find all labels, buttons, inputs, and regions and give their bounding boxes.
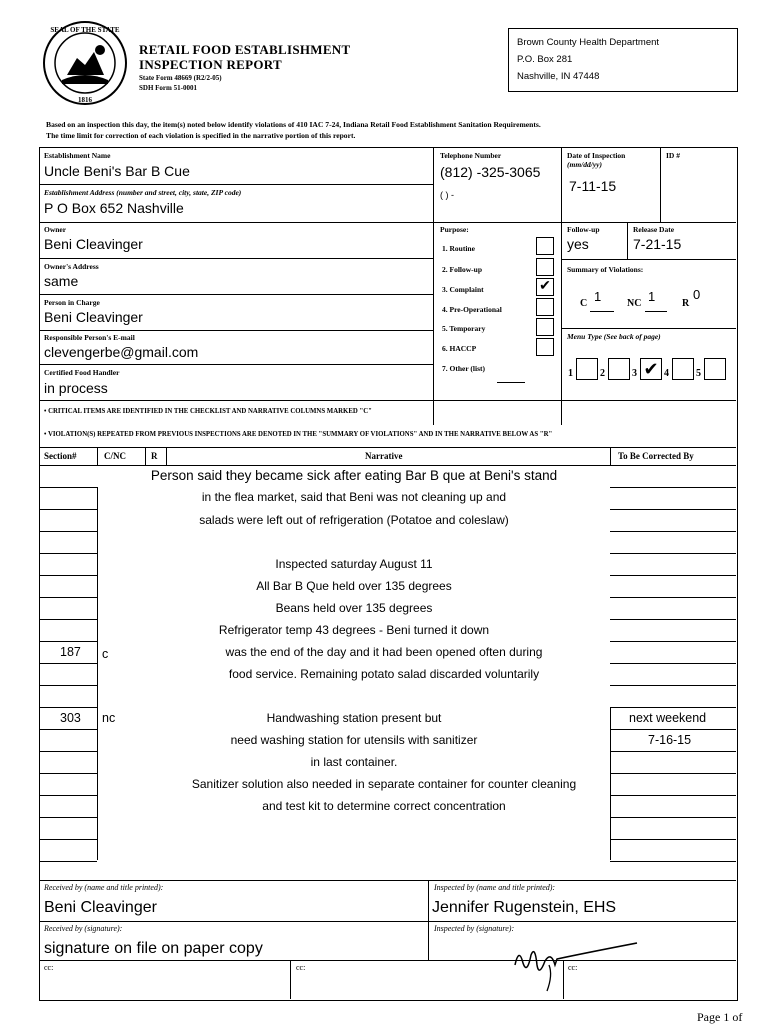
form-number-state: State Form 48669 (R2/2-05) (139, 74, 222, 82)
haccp-checkbox[interactable] (536, 338, 554, 356)
menu-number-1: 1 (568, 368, 573, 379)
followup-checkbox[interactable] (536, 258, 554, 276)
preoperational-checkbox[interactable] (536, 298, 554, 316)
person-in-charge-label: Person in Charge (44, 298, 100, 307)
row-divider (610, 663, 736, 664)
row-divider (39, 531, 97, 532)
row-divider (610, 597, 736, 598)
row-divider (39, 795, 97, 796)
row-divider (39, 861, 97, 862)
purpose-haccp: 6. HACCP (442, 344, 477, 353)
correct-by-value: next weekend (629, 711, 707, 725)
establishment-name[interactable]: Uncle Beni's Bar B Cue (44, 163, 190, 179)
row-divider (39, 487, 97, 488)
dept-city: Nashville, IN 47448 (517, 71, 600, 82)
row-divider (610, 773, 736, 774)
correct-by-date: 7-16-15 (648, 733, 692, 747)
menu-number-5: 5 (696, 368, 701, 379)
row-divider (39, 641, 97, 642)
form-frame (39, 147, 738, 1001)
narrative-line: Beans held over 135 degrees (275, 601, 433, 615)
narrative-line: Handwashing station present but (266, 711, 442, 725)
svg-text:1816: 1816 (78, 96, 92, 104)
row-divider (39, 619, 97, 620)
cnc-value: c (102, 647, 109, 661)
narrative-line: Inspected saturday August 11 (275, 557, 433, 571)
state-seal-logo (42, 20, 128, 106)
complaint-checkbox[interactable]: ✔ (536, 278, 554, 296)
establishment-address[interactable]: P O Box 652 Nashville (44, 200, 184, 216)
establishment-label: Establishment Name (44, 151, 111, 160)
food-handler-label: Certified Food Handler (44, 368, 120, 377)
release-date[interactable]: 7-21-15 (633, 236, 682, 252)
owner-label: Owner (44, 225, 67, 234)
narrative-line: need washing station for utensils with sanitizer (230, 733, 478, 747)
row-divider (39, 729, 97, 730)
nc-count[interactable]: 1 (648, 289, 656, 304)
narrative-line: salads were left out of refrigeration (Potatoe and coleslaw) (199, 513, 509, 527)
row-divider (39, 575, 97, 576)
row-divider (610, 729, 736, 730)
row-divider (610, 465, 736, 466)
purpose-routine: 1. Routine (442, 244, 475, 253)
row-divider (610, 531, 736, 532)
purpose-followup: 2. Follow-up (442, 265, 483, 274)
menu-box-1[interactable] (576, 358, 598, 380)
owner-address-label: Owner's Address (44, 262, 99, 271)
row-divider (39, 773, 97, 774)
c-label: C (580, 298, 588, 309)
section-number: 303 (60, 711, 81, 725)
phone-secondary[interactable]: ( ) - (440, 190, 454, 200)
menu-box-3[interactable]: ✔ (640, 358, 662, 380)
temporary-checkbox[interactable] (536, 318, 554, 336)
person-in-charge[interactable]: Beni Cleavinger (44, 309, 143, 325)
responsible-email-label: Responsible Person's E-mail (44, 333, 135, 342)
owner-name[interactable]: Beni Cleavinger (44, 236, 143, 252)
menu-box-4[interactable] (672, 358, 694, 380)
row-divider (610, 707, 736, 708)
row-divider (39, 751, 97, 752)
row-divider (610, 685, 736, 686)
received-signature-label: Received by (signature): (44, 924, 123, 933)
row-divider (39, 509, 97, 510)
menu-number-2: 2 (600, 368, 605, 379)
menu-type-label: Menu Type (See back of page) (567, 332, 661, 341)
c-count[interactable]: 1 (594, 289, 602, 304)
report-subtitle: INSPECTION REPORT (139, 57, 282, 72)
narrative-line: Refrigerator temp 43 degrees - Beni turned it down (218, 623, 490, 637)
r-count[interactable]: 0 (693, 287, 701, 302)
inspection-date-label: Date of Inspection (567, 151, 626, 160)
narrative-line: All Bar B Que held over 135 degrees (256, 579, 452, 593)
purpose-label: Purpose: (440, 225, 469, 234)
narrative-line: was the end of the day and it had been opened often during (225, 645, 543, 659)
row-divider (39, 817, 97, 818)
purpose-complaint: 3. Complaint (442, 285, 484, 294)
menu-box-5[interactable] (704, 358, 726, 380)
inspection-date-format: (mm/dd/yy) (567, 160, 602, 169)
row-divider (610, 817, 736, 818)
narrative-header: Narrative (365, 451, 403, 461)
narrative-line: Sanitizer solution also needed in separate container for counter cleaning (191, 777, 577, 791)
cc-label: cc: (296, 963, 306, 972)
intro-line-1: Based on an inspection this day, the item(s) noted below identify violations of 410 IAC 7-24, Indiana Retail Food Establishment Sanitation Requirements. (46, 120, 541, 129)
row-divider (39, 553, 97, 554)
row-divider (610, 509, 736, 510)
intro-line-2: The time limit for correction of each violation is specified in the narrative portion of this report. (46, 131, 356, 140)
department-box (508, 28, 738, 92)
row-divider (39, 465, 97, 466)
row-divider (39, 685, 97, 686)
report-title: RETAIL FOOD ESTABLISHMENT (139, 42, 351, 57)
narrative-line: in last container. (310, 755, 398, 769)
followup-label: Follow-up (567, 225, 600, 234)
owner-address[interactable]: same (44, 273, 79, 289)
cnc-header: C/NC (104, 451, 126, 461)
row-divider (610, 575, 736, 576)
form-number-sdh: SDH Form 51-0001 (139, 84, 197, 92)
cc-label: cc: (44, 963, 54, 972)
page-number: Page 1 of (697, 1010, 743, 1024)
row-divider (39, 839, 97, 840)
row-divider (610, 553, 736, 554)
svg-text:SEAL OF THE STATE: SEAL OF THE STATE (50, 26, 120, 34)
received-by-name[interactable]: Beni Cleavinger (44, 899, 157, 916)
phone-number[interactable]: (812) -325-3065 (440, 164, 541, 180)
food-handler[interactable]: in process (44, 380, 108, 396)
purpose-other: 7. Other (list) (442, 364, 485, 373)
purpose-temporary: 5. Temporary (442, 324, 486, 333)
routine-checkbox[interactable] (536, 237, 554, 255)
critical-note: • CRITICAL ITEMS ARE IDENTIFIED IN THE CHECKLIST AND NARRATIVE COLUMNS MARKED "C" (44, 408, 372, 415)
menu-number-4: 4 (664, 368, 669, 379)
phone-label: Telephone Number (440, 151, 502, 160)
followup-value[interactable]: yes (567, 236, 589, 252)
inspected-name-label: Inspected by (name and title printed): (434, 883, 556, 892)
row-divider (610, 795, 736, 796)
row-divider (610, 839, 736, 840)
release-date-label: Release Date (633, 225, 675, 234)
narrative-line: in the flea market, said that Beni was not cleaning up and (201, 490, 507, 504)
narrative-line: and test kit to determine correct concentration (262, 799, 506, 813)
correct-by-header: To Be Corrected By (618, 451, 694, 461)
row-divider (39, 663, 97, 664)
narrative-line: Person said they became sick after eating Bar B que at Beni's stand (150, 468, 558, 483)
row-divider (610, 619, 736, 620)
row-divider (39, 707, 97, 708)
section-header: Section# (44, 451, 77, 461)
r-label: R (682, 298, 690, 309)
purpose-preoperational: 4. Pre-Operational (442, 305, 502, 314)
menu-box-2[interactable] (608, 358, 630, 380)
cnc-value: nc (102, 711, 116, 725)
received-signature[interactable]: signature on file on paper copy (44, 940, 263, 957)
cc-label: cc: (568, 963, 578, 972)
inspected-by-name[interactable]: Jennifer Rugenstein, EHS (432, 899, 617, 916)
dept-box: P.O. Box 281 (517, 54, 573, 65)
dept-name: Brown County Health Department (517, 37, 660, 48)
section-number: 187 (60, 645, 81, 659)
address-label: Establishment Address (number and street, city, state, ZIP code) (44, 188, 242, 197)
received-name-label: Received by (name and title printed): (44, 883, 164, 892)
inspection-date[interactable]: 7-11-15 (569, 178, 617, 194)
narrative-line: food service. Remaining potato salad discarded voluntarily (228, 667, 540, 681)
row-divider (610, 751, 736, 752)
row-divider (610, 641, 736, 642)
row-divider (610, 861, 736, 862)
row-divider (610, 487, 736, 488)
inspected-signature-label: Inspected by (signature): (434, 924, 515, 933)
row-divider (39, 597, 97, 598)
id-label: ID # (666, 151, 680, 160)
nc-label: NC (627, 298, 642, 309)
menu-number-3: 3 (632, 368, 637, 379)
summary-label: Summary of Violations: (567, 265, 644, 274)
r-header: R (151, 451, 158, 461)
repeated-note: • VIOLATION(S) REPEATED FROM PREVIOUS INSPECTIONS ARE DENOTED IN THE "SUMMARY OF VIOLATIONS" AND IN THE NARRATIVE BELOW AS "R" (44, 431, 553, 438)
responsible-email[interactable]: clevengerbe@gmail.com (44, 344, 199, 360)
